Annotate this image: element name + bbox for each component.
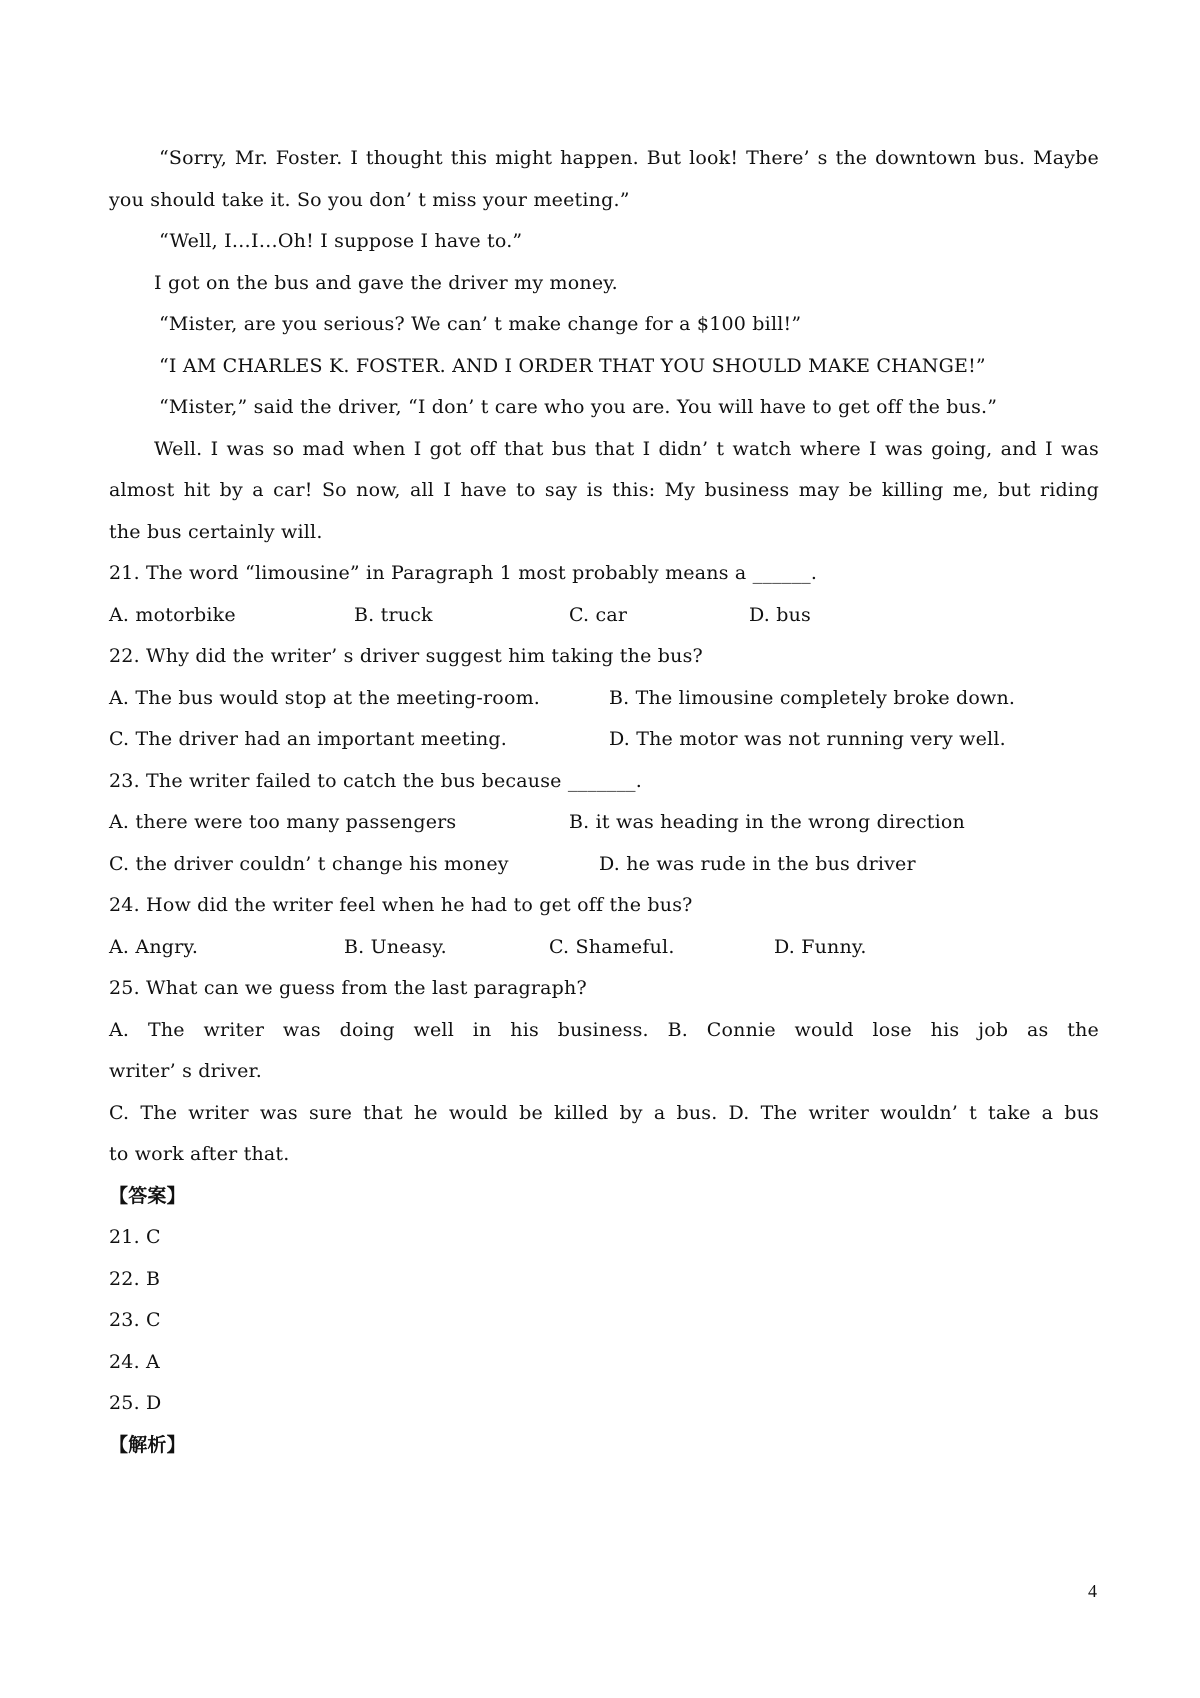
question-stem: 24. How did the writer feel when he had to get off the bus? xyxy=(109,894,693,916)
option-b: B. The limousine completely broke down. xyxy=(609,686,1016,709)
question-options xyxy=(109,802,1099,844)
analysis-heading: 【解析】 xyxy=(109,1433,186,1456)
option-a: A. motorbike xyxy=(109,603,236,626)
passage-paragraph: “Well, I…I…Oh! I suppose I have to.” xyxy=(159,230,523,252)
option-c: C. Shameful. xyxy=(549,935,675,958)
question-options xyxy=(109,678,1099,720)
passage-paragraph-continued: the bus certainly will. xyxy=(109,520,323,543)
question-options-text: writer’ s driver. xyxy=(109,1060,262,1082)
answer-item: 24. A xyxy=(109,1350,160,1373)
option-d: D. he was rude in the bus driver xyxy=(599,852,916,875)
passage-paragraph-continued: almost hit by a car! So now, all I have to say is this: My business may be killing me, but riding xyxy=(109,479,1099,501)
question-options xyxy=(109,927,1099,969)
page-number: 4 xyxy=(1088,1581,1097,1601)
question-options xyxy=(109,844,1099,886)
question-options xyxy=(109,595,1099,637)
question-options-text: to work after that. xyxy=(109,1143,290,1165)
passage-paragraph: Well. I was so mad when I got off that bus that I didn’ t watch where I was going, and I was xyxy=(154,437,1099,460)
question-stem: 21. The word “limousine” in Paragraph 1 most probably means a ______. xyxy=(109,562,818,584)
question-stem: 23. The writer failed to catch the bus because _______. xyxy=(109,769,642,792)
answer-item: 22. B xyxy=(109,1267,161,1290)
option-a: A. The bus would stop at the meeting-room. xyxy=(109,686,541,709)
passage-paragraph: “I AM CHARLES K. FOSTER. AND I ORDER THAT YOU SHOULD MAKE CHANGE!” xyxy=(159,354,986,377)
option-b: B. truck xyxy=(354,603,433,626)
option-a: A. there were too many passengers xyxy=(109,811,457,833)
option-d: D. bus xyxy=(749,603,811,626)
question-stem: 22. Why did the writer’ s driver suggest him taking the bus? xyxy=(109,645,703,667)
option-b: B. Uneasy. xyxy=(344,935,447,958)
question-stem: 25. What can we guess from the last paragraph? xyxy=(109,977,587,999)
option-b: B. it was heading in the wrong direction xyxy=(569,811,965,833)
option-c: C. car xyxy=(569,603,628,626)
question-options-text: C. The writer was sure that he would be killed by a bus. D. The writer wouldn’ t take a bus xyxy=(109,1101,1099,1124)
question-options-text: A. The writer was doing well in his business. B. Connie would lose his job as the xyxy=(109,1018,1099,1041)
option-c: C. the driver couldn’ t change his money xyxy=(109,852,509,875)
option-a: A. Angry. xyxy=(109,935,199,958)
passage-paragraph: “Mister,” said the driver, “I don’ t care who you are. You will have to get off the bus.” xyxy=(159,396,998,418)
passage-paragraph: “Mister, are you serious? We can’ t make change for a $100 bill!” xyxy=(159,313,802,335)
passage-paragraph-continued: you should take it. So you don’ t miss your meeting.” xyxy=(109,188,630,211)
answer-item: 25. D xyxy=(109,1392,162,1414)
answer-heading: 【答案】 xyxy=(109,1184,186,1207)
answer-item: 23. C xyxy=(109,1309,161,1331)
answer-item: 21. C xyxy=(109,1226,161,1248)
passage-paragraph: “Sorry, Mr. Foster. I thought this might happen. But look! There’ s the downtown bus. Maybe xyxy=(159,147,1099,169)
passage-paragraph: I got on the bus and gave the driver my money. xyxy=(154,271,618,294)
option-d: D. Funny. xyxy=(774,935,867,958)
question-options xyxy=(109,719,1099,761)
document-content xyxy=(109,138,1099,1466)
option-d: D. The motor was not running very well. xyxy=(609,728,1006,750)
option-c: C. The driver had an important meeting. xyxy=(109,728,508,750)
